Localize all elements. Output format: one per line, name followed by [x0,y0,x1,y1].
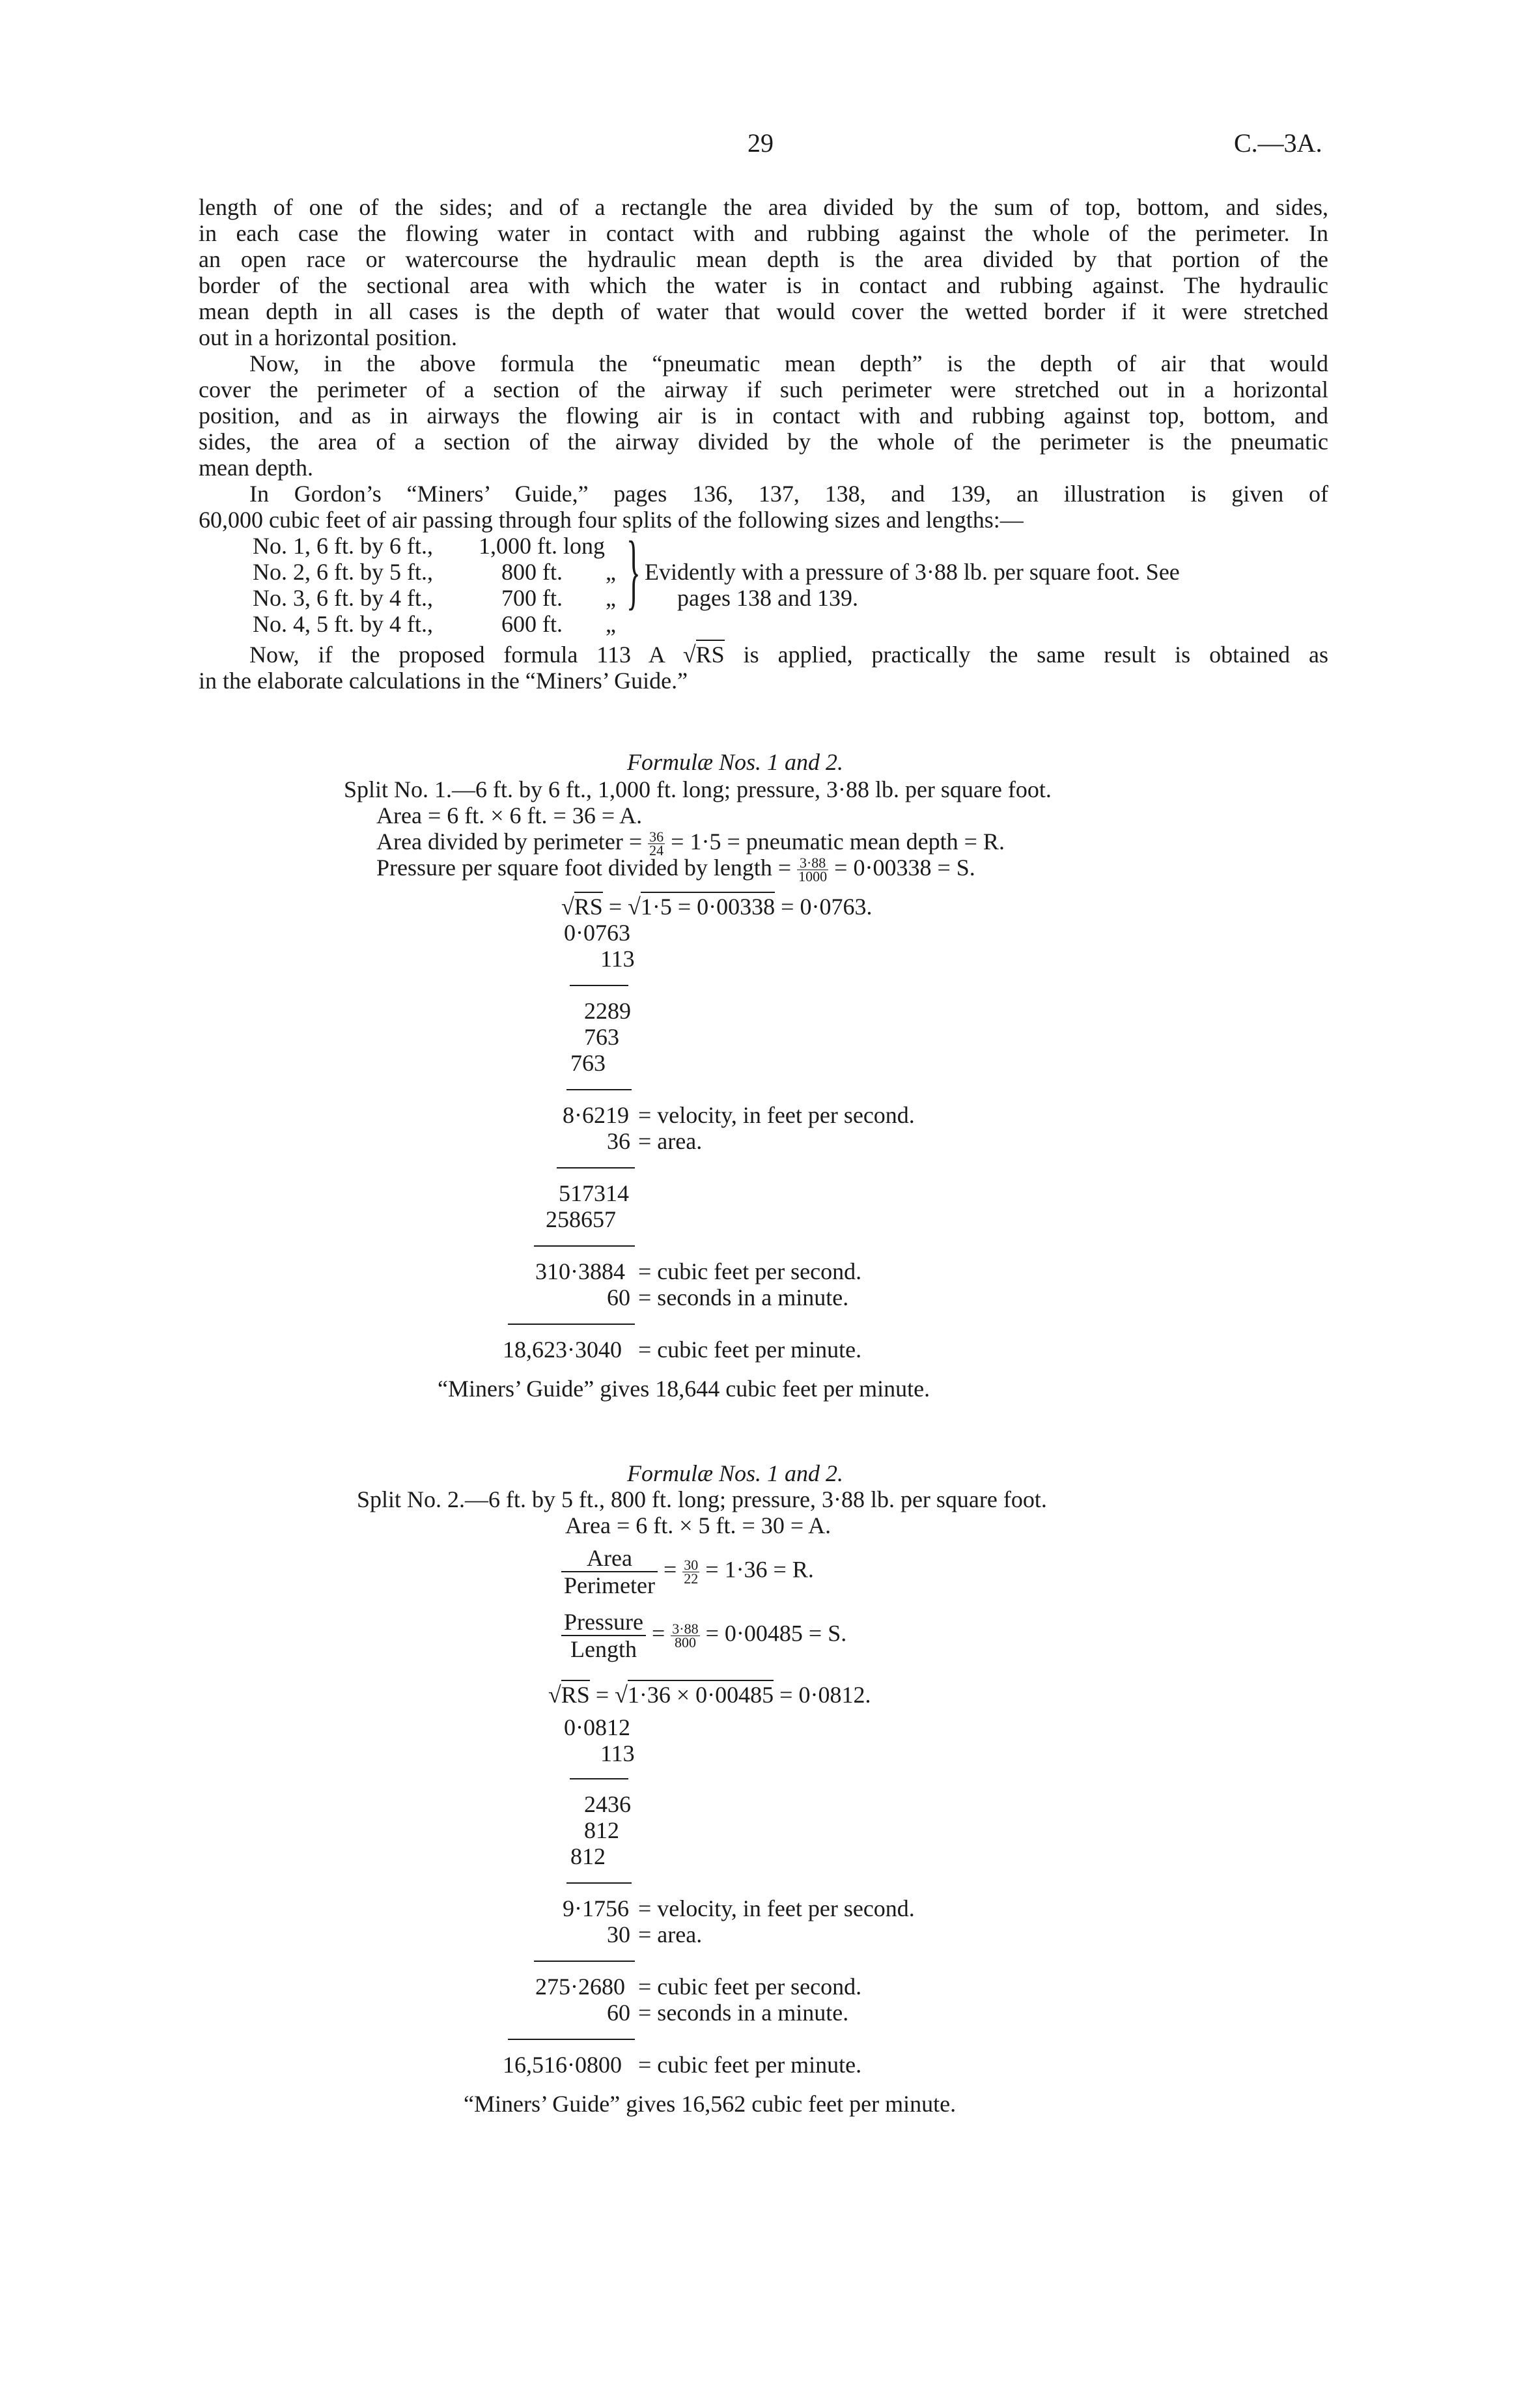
calc-value: 30 [607,1921,630,1948]
calc-rule [557,1167,635,1169]
guide-comparison: “Miners’ Guide” gives 18,644 cubic feet per minute. [438,1376,930,1402]
split-item: No. 3, 6 ft. by 4 ft., [253,585,433,611]
calc-label: = seconds in a minute. [638,1284,849,1310]
calc-label: = area. [638,1921,703,1948]
area-line: Area = 6 ft. × 6 ft. = 36 = A. [376,802,643,829]
cfm-value: 18,623·3040 [503,1337,622,1363]
calc-value: 763 [584,1024,619,1050]
cfm-value: 16,516·0800 [503,2052,622,2078]
calc-value: 2436 [584,1791,631,1817]
paragraph-proposed-formula [199,642,1328,694]
calc-rule [534,1245,635,1247]
cfs-value: 275·2680 [535,1974,625,2000]
calc-value: 812 [584,1817,619,1843]
split-item: No. 4, 5 ft. by 4 ft., [253,611,433,637]
paragraph-hydraulic-depth [199,194,1328,350]
ditto-mark: „ [606,585,616,611]
calc-label: = cubic feet per minute. [638,2052,862,2078]
text-line: sides, the area of a section of the airway divided by the whole of the perimeter is the pneumatic [199,429,1328,455]
sqrt-line: √RS = √1·5 = 0·00338 = 0·0763. [561,894,872,920]
text-line: out in a horizontal position. [199,324,457,350]
guide-comparison: “Miners’ Guide” gives 16,562 cubic feet per minute. [464,2091,957,2117]
area-line: Area = 6 ft. × 5 ft. = 30 = A. [565,1512,831,1538]
text-line: mean depth. [199,455,313,481]
calc-rule [534,1961,635,1962]
velocity-value: 9·1756 [563,1895,629,1921]
document-reference: C.—3A. [1234,128,1322,158]
pressure-length-line: $\frac{\text{Pressure}}{\text{Length}}$ = $\frac{3\cdot 88}{800}$ = 0·00485 = S. [561,1609,846,1662]
brace-note: pages 138 and 139. [677,585,858,611]
velocity-value: 8·6219 [563,1102,629,1128]
text-line: 60,000 cubic feet of air passing through four splits of the following sizes and lengths:— [199,507,1024,533]
calc-value: 36 [607,1128,630,1154]
text-line: length of one of the sides; and of a rectangle the area divided by the sum of top, bottom, and sides, [199,194,1328,220]
calc-label: = cubic feet per minute. [638,1337,862,1363]
area-perimeter-line: $\frac{\text{Area}}{\text{Perimeter}}$ = $\frac{30}{22}$ = 1·36 = R. [561,1545,814,1598]
calc-value: 258657 [546,1206,616,1232]
pressure-line: Pressure per square foot divided by length = $\frac{3\cdot 88}{1000}$ = 0·00338 = S. [376,855,975,885]
split-length: 600 ft. [501,611,563,637]
calc-rule [508,1324,635,1325]
calc-value: 0·0763 [564,920,630,946]
calc-value: 60 [607,2000,630,2026]
brace-glyph: } [626,524,641,618]
split-length: 1,000 ft. long [479,533,605,559]
sqrt-line: √RS = √1·36 × 0·00485 = 0·0812. [548,1682,871,1708]
cfs-value: 310·3884 [535,1258,625,1284]
calc-value: 60 [607,1284,630,1310]
split-item: No. 1, 6 ft. by 6 ft., [253,533,433,559]
text-line: in the elaborate calculations in the “Miners’ Guide.” [199,668,688,694]
split-length: 700 ft. [501,585,563,611]
calc-value: 113 [600,946,635,972]
calc-value: 517314 [559,1180,629,1206]
text-line: position, and as in airways the flowing air is in contact with and rubbing against top, bottom, and [199,403,1328,429]
text-line: Now, in the above formula the “pneumatic mean depth” is the depth of air that would [249,350,1328,376]
calc-value: 2289 [584,998,631,1024]
calc-label: = seconds in a minute. [638,2000,849,2026]
brace-note: Evidently with a pressure of 3·88 lb. per square foot. See [645,559,1180,585]
fraction: $\frac{\text{Area}}{\text{Perimeter}}$ [561,1545,658,1598]
ditto-mark: „ [606,611,616,637]
calc-label: = area. [638,1128,703,1154]
split-length: 800 ft. [501,559,563,585]
text-line: Now, if the proposed formula 113 A √RS is applied, practically the same result is obtained as [199,642,1328,668]
calc-value: 812 [570,1843,606,1869]
calc-label: = cubic feet per second. [638,1258,862,1284]
fraction: $\frac{3\cdot 88}{800}$ [672,1620,699,1650]
fraction: $\frac{3\cdot 88}{1000}$ [798,855,828,885]
text-line: in each case the flowing water in contact with and rubbing against the whole of the perimeter. In [199,220,1328,246]
text-line: mean depth in all cases is the depth of water that would cover the wetted border if it were stretched [199,298,1328,324]
calc-rule [508,2039,635,2040]
section-heading: Formulæ Nos. 1 and 2. [627,1460,844,1486]
calc-rule [566,1089,632,1090]
calc-label: = cubic feet per second. [638,1974,862,2000]
split-line: Split No. 1.—6 ft. by 6 ft., 1,000 ft. long; pressure, 3·88 lb. per square foot. [344,776,1052,802]
calc-rule [566,1882,632,1884]
text-line: cover the perimeter of a section of the airway if such perimeter were stretched out in a horizontal [199,376,1328,403]
split-line: Split No. 2.—6 ft. by 5 ft., 800 ft. long; pressure, 3·88 lb. per square foot. [357,1486,1047,1512]
paragraph-pneumatic-depth [199,350,1328,481]
fraction: $\frac{\text{Pressure}}{\text{Length}}$ [561,1609,646,1662]
calc-label: = velocity, in feet per second. [638,1895,915,1921]
calc-value: 113 [600,1740,635,1766]
perimeter-line: Area divided by perimeter = $\frac{36}{24}$ = 1·5 = pneumatic mean depth = R. [376,829,1005,859]
ditto-mark: „ [606,559,616,585]
text-line: In Gordon’s “Miners’ Guide,” pages 136, 137, 138, and 139, an illustration is given of [249,481,1328,507]
section-heading: Formulæ Nos. 1 and 2. [627,749,844,775]
calc-label: = velocity, in feet per second. [638,1102,915,1128]
text-line: an open race or watercourse the hydraulic mean depth is the area divided by that portion of the [199,246,1328,272]
calc-value: 0·0812 [564,1714,630,1740]
fraction: $\frac{36}{24}$ [649,829,664,859]
calc-rule [570,1778,628,1779]
radical-rs: RS [696,640,725,668]
split-item: No. 2, 6 ft. by 5 ft., [253,559,433,585]
calc-value: 763 [570,1050,606,1076]
fraction: $\frac{30}{22}$ [684,1556,699,1587]
text-line: border of the sectional area with which the water is in contact and rubbing against. The hydraulic [199,272,1328,298]
calc-rule [570,985,628,986]
paragraph-gordon-guide [199,481,1328,533]
page-number: 29 [748,128,774,158]
